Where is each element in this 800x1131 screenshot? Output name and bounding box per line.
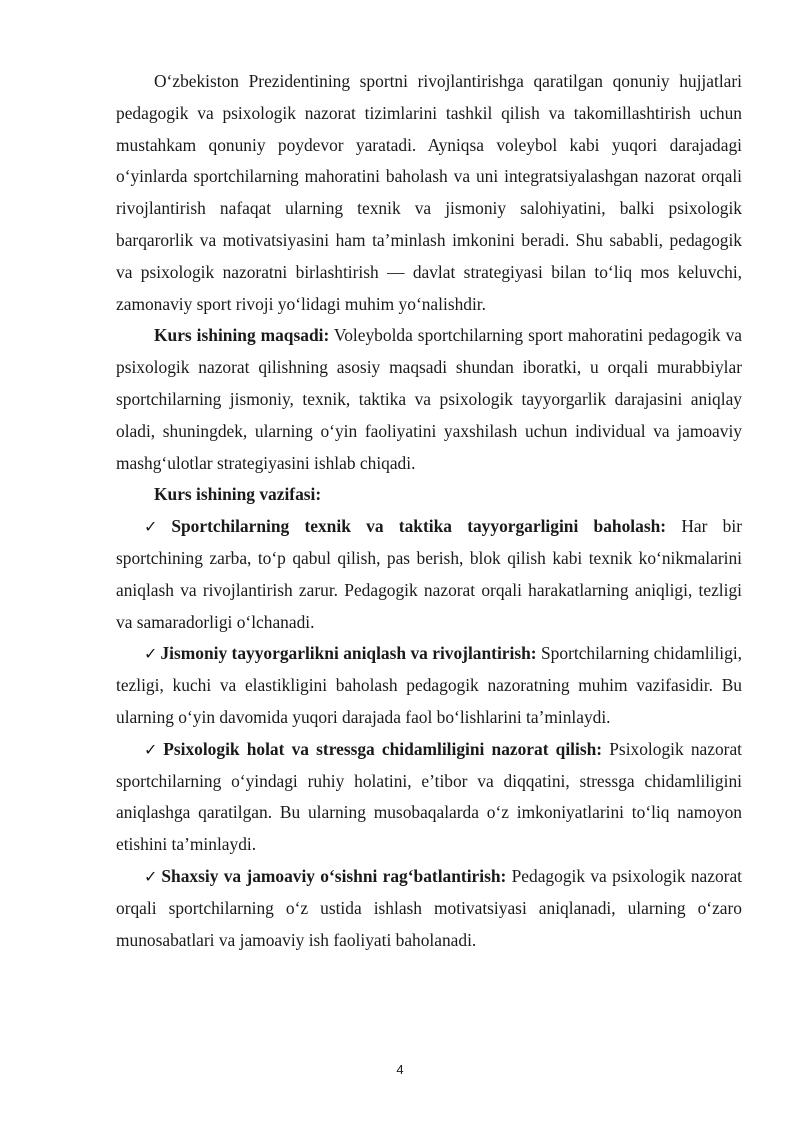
page-number: 4 (396, 1062, 404, 1077)
task-text: Sportchilarning chidamliligi, tezligi, kuchi va elastikligini baholash pedagogik nazoratning muhim vazifasidir. Bu ularning o‘yin davomida yuqori darajada faol bo‘lishlarini ta’minlaydi. (116, 643, 743, 727)
goal-text: Voleybolda sportchilarning sport mahoratini pedagogik va psixologik nazorat qilishning asosiy maqsadi shundan iboratki, u orqali murabbiylar sportchilarning jismoniy, texnik, taktika va psixologik tayyorgarlik darajasini aniqlay oladi, shuningdek, ularning o‘yin faoliyatini yaxshilash uchun individual va jamoaviy mashg‘ulotlar strategiyasini ishlab chiqadi. (116, 325, 742, 473)
task-title: Jismoniy tayyorgarlikni aniqlash va rivojlantirish: (160, 643, 537, 664)
checkmark-icon: ✓ (144, 866, 159, 886)
page-body (116, 66, 742, 956)
task-item-4 (116, 861, 742, 956)
intro-paragraph (116, 66, 742, 320)
task-text: Pedagogik va psixologik nazorat orqali sportchilarning o‘z ustida ishlash motivatsiyasi aniqlanadi, ularning o‘zaro munosabatlari va jamoaviy ish faoliyati baholanadi. (116, 865, 742, 950)
checkmark-icon: ✓ (144, 644, 158, 664)
task-title: Psixologik holat va stressga chidamliligini nazorat qilish: (163, 738, 603, 759)
task-text: Har bir sportchining zarba, to‘p qabul qilish, pas berish, blok qilish kabi texnik ko‘nikmalarini aniqlash va rivojlantirish zarur. Pedagogik nazorat orqali harakatlarning aniqligi, tezligi va samaradorligi o‘lchanadi. (116, 516, 742, 632)
task-item-1 (116, 511, 742, 638)
checkmark-icon: ✓ (144, 739, 161, 759)
tasks-heading: Kurs ishining vazifasi: (154, 484, 322, 505)
goal-paragraph (116, 320, 742, 479)
task-item-3 (116, 734, 742, 861)
task-title: Shaxsiy va jamoaviy o‘sishni rag‘batlantirish: (161, 865, 507, 886)
task-text: Psixologik nazorat sportchilarning o‘yindagi ruhiy holatini, e’tibor va diqqatini, stressga chidamliligini aniqlashga qaratilgan. Bu ularning musobaqalarda o‘z imkoniyatlarini to‘liq namoyon etishini ta’minlaydi. (116, 738, 742, 855)
checkmark-icon: ✓ (144, 517, 169, 537)
task-title: Sportchilarning texnik va taktika tayyorgarligini baholash: (171, 516, 667, 537)
intro-text: O‘zbekiston Prezidentining sportni rivojlantirishga qaratilgan qonuniy hujjatlari pedagogik va psixologik nazorat tizimlarini tashkil qilish va takomillashtirish uchun mustahkam qonuniy poydevor yaratadi. Ayniqsa voleybol kabi yuqori darajadagi o‘yinlarda sportchilarning mahoratini baholash va uni integratsiyalashgan nazorat orqali rivojlantirish nafaqat ularning texnik va jismoniy salohiyatini, balki psixologik barqarorlik va motivatsiyasini ham ta’minlash imkonini beradi. Shu sababli, pedagogik va psixologik nazoratni birlashtirish — davlat strategiyasi bilan to‘liq mos keluvchi, zamonaviy sport rivoji yo‘lidagi muhim yo‘nalishdir. (116, 71, 742, 314)
task-item-2 (116, 638, 742, 733)
goal-label: Kurs ishining maqsadi: (154, 325, 330, 346)
